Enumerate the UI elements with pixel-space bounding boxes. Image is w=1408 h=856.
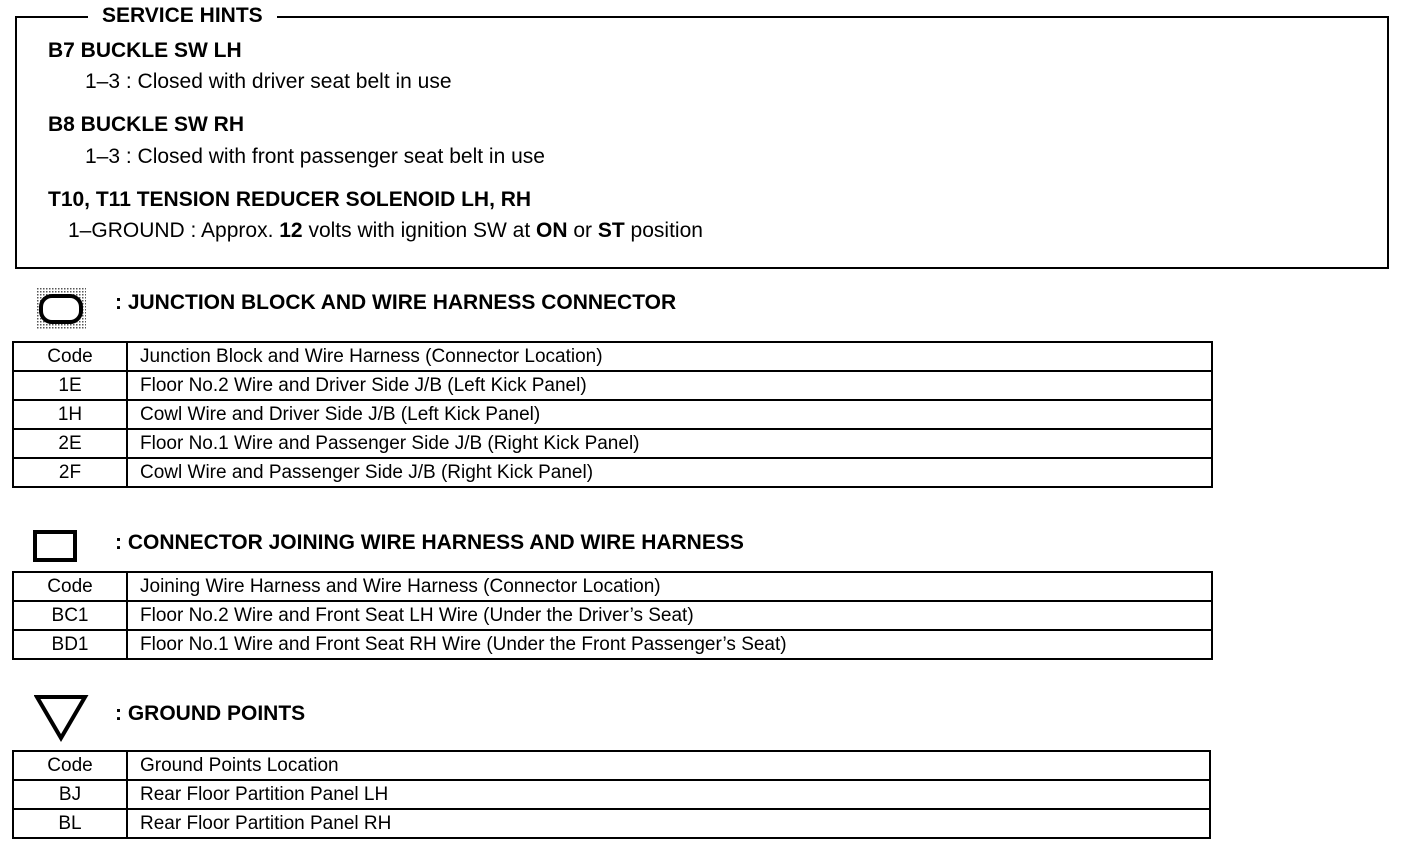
row-code: 1H xyxy=(13,400,127,429)
hint-t10-voltage: 12 xyxy=(279,219,303,242)
header-desc: Joining Wire Harness and Wire Harness (Connector Location) xyxy=(127,572,1212,601)
hint-b7-heading: B7 BUCKLE SW LH xyxy=(48,39,242,62)
row-desc: Floor No.2 Wire and Front Seat LH Wire (Under the Driver’s Seat) xyxy=(127,601,1212,630)
row-desc: Rear Floor Partition Panel LH xyxy=(127,780,1210,809)
table-header-row xyxy=(13,751,1210,780)
row-code: BC1 xyxy=(13,601,127,630)
junction-block-icon xyxy=(34,285,90,331)
table-row xyxy=(13,601,1212,630)
table-row xyxy=(13,809,1210,838)
junction-section-title: : JUNCTION BLOCK AND WIRE HARNESS CONNECTOR xyxy=(115,291,677,314)
header-code: Code xyxy=(13,342,127,371)
table-row xyxy=(13,780,1210,809)
table-row xyxy=(13,429,1212,458)
row-code: BL xyxy=(13,809,127,838)
ground-table xyxy=(12,750,1211,839)
hint-t10-heading: T10, T11 TENSION REDUCER SOLENOID LH, RH xyxy=(48,188,532,211)
table-row xyxy=(13,630,1212,659)
table-header-row xyxy=(13,572,1212,601)
hint-t10-text-4: position xyxy=(624,219,703,242)
hint-b8-detail: 1–3 : Closed with front passenger seat belt in use xyxy=(85,145,545,168)
row-desc: Cowl Wire and Passenger Side J/B (Right Kick Panel) xyxy=(127,458,1212,487)
table-row xyxy=(13,400,1212,429)
row-desc: Rear Floor Partition Panel RH xyxy=(127,809,1210,838)
hint-t10-text-2: volts with ignition SW at xyxy=(302,219,537,242)
table-header-row xyxy=(13,342,1212,371)
row-code: BD1 xyxy=(13,630,127,659)
row-code: 2F xyxy=(13,458,127,487)
hint-b7-detail: 1–3 : Closed with driver seat belt in use xyxy=(85,70,452,93)
header-desc: Ground Points Location xyxy=(127,751,1210,780)
junction-table xyxy=(12,341,1213,488)
header-desc: Junction Block and Wire Harness (Connector Location) xyxy=(127,342,1212,371)
hint-t10-st: ST xyxy=(597,219,625,242)
row-desc: Floor No.1 Wire and Front Seat RH Wire (Under the Front Passenger’s Seat) xyxy=(127,630,1212,659)
hint-t10-text-3: or xyxy=(567,219,598,242)
hint-t10-detail xyxy=(68,218,703,244)
table-row xyxy=(13,458,1212,487)
connector-table xyxy=(12,571,1213,660)
header-code: Code xyxy=(13,572,127,601)
table-row xyxy=(13,371,1212,400)
row-desc: Floor No.1 Wire and Passenger Side J/B (Right Kick Panel) xyxy=(127,429,1212,458)
row-code: 2E xyxy=(13,429,127,458)
ground-triangle-icon xyxy=(34,693,90,743)
row-code: 1E xyxy=(13,371,127,400)
connector-box-icon xyxy=(33,529,79,565)
hint-b8-heading: B8 BUCKLE SW RH xyxy=(48,113,245,136)
row-desc: Floor No.2 Wire and Driver Side J/B (Left Kick Panel) xyxy=(127,371,1212,400)
ground-section-title: : GROUND POINTS xyxy=(115,702,306,725)
hint-t10-on: ON xyxy=(536,219,568,242)
header-code: Code xyxy=(13,751,127,780)
hint-t10-text-1: 1–GROUND : Approx. xyxy=(68,219,280,242)
service-hints-title: SERVICE HINTS xyxy=(88,3,277,29)
row-desc: Cowl Wire and Driver Side J/B (Left Kick Panel) xyxy=(127,400,1212,429)
row-code: BJ xyxy=(13,780,127,809)
connector-section-title: : CONNECTOR JOINING WIRE HARNESS AND WIRE HARNESS xyxy=(115,531,744,554)
